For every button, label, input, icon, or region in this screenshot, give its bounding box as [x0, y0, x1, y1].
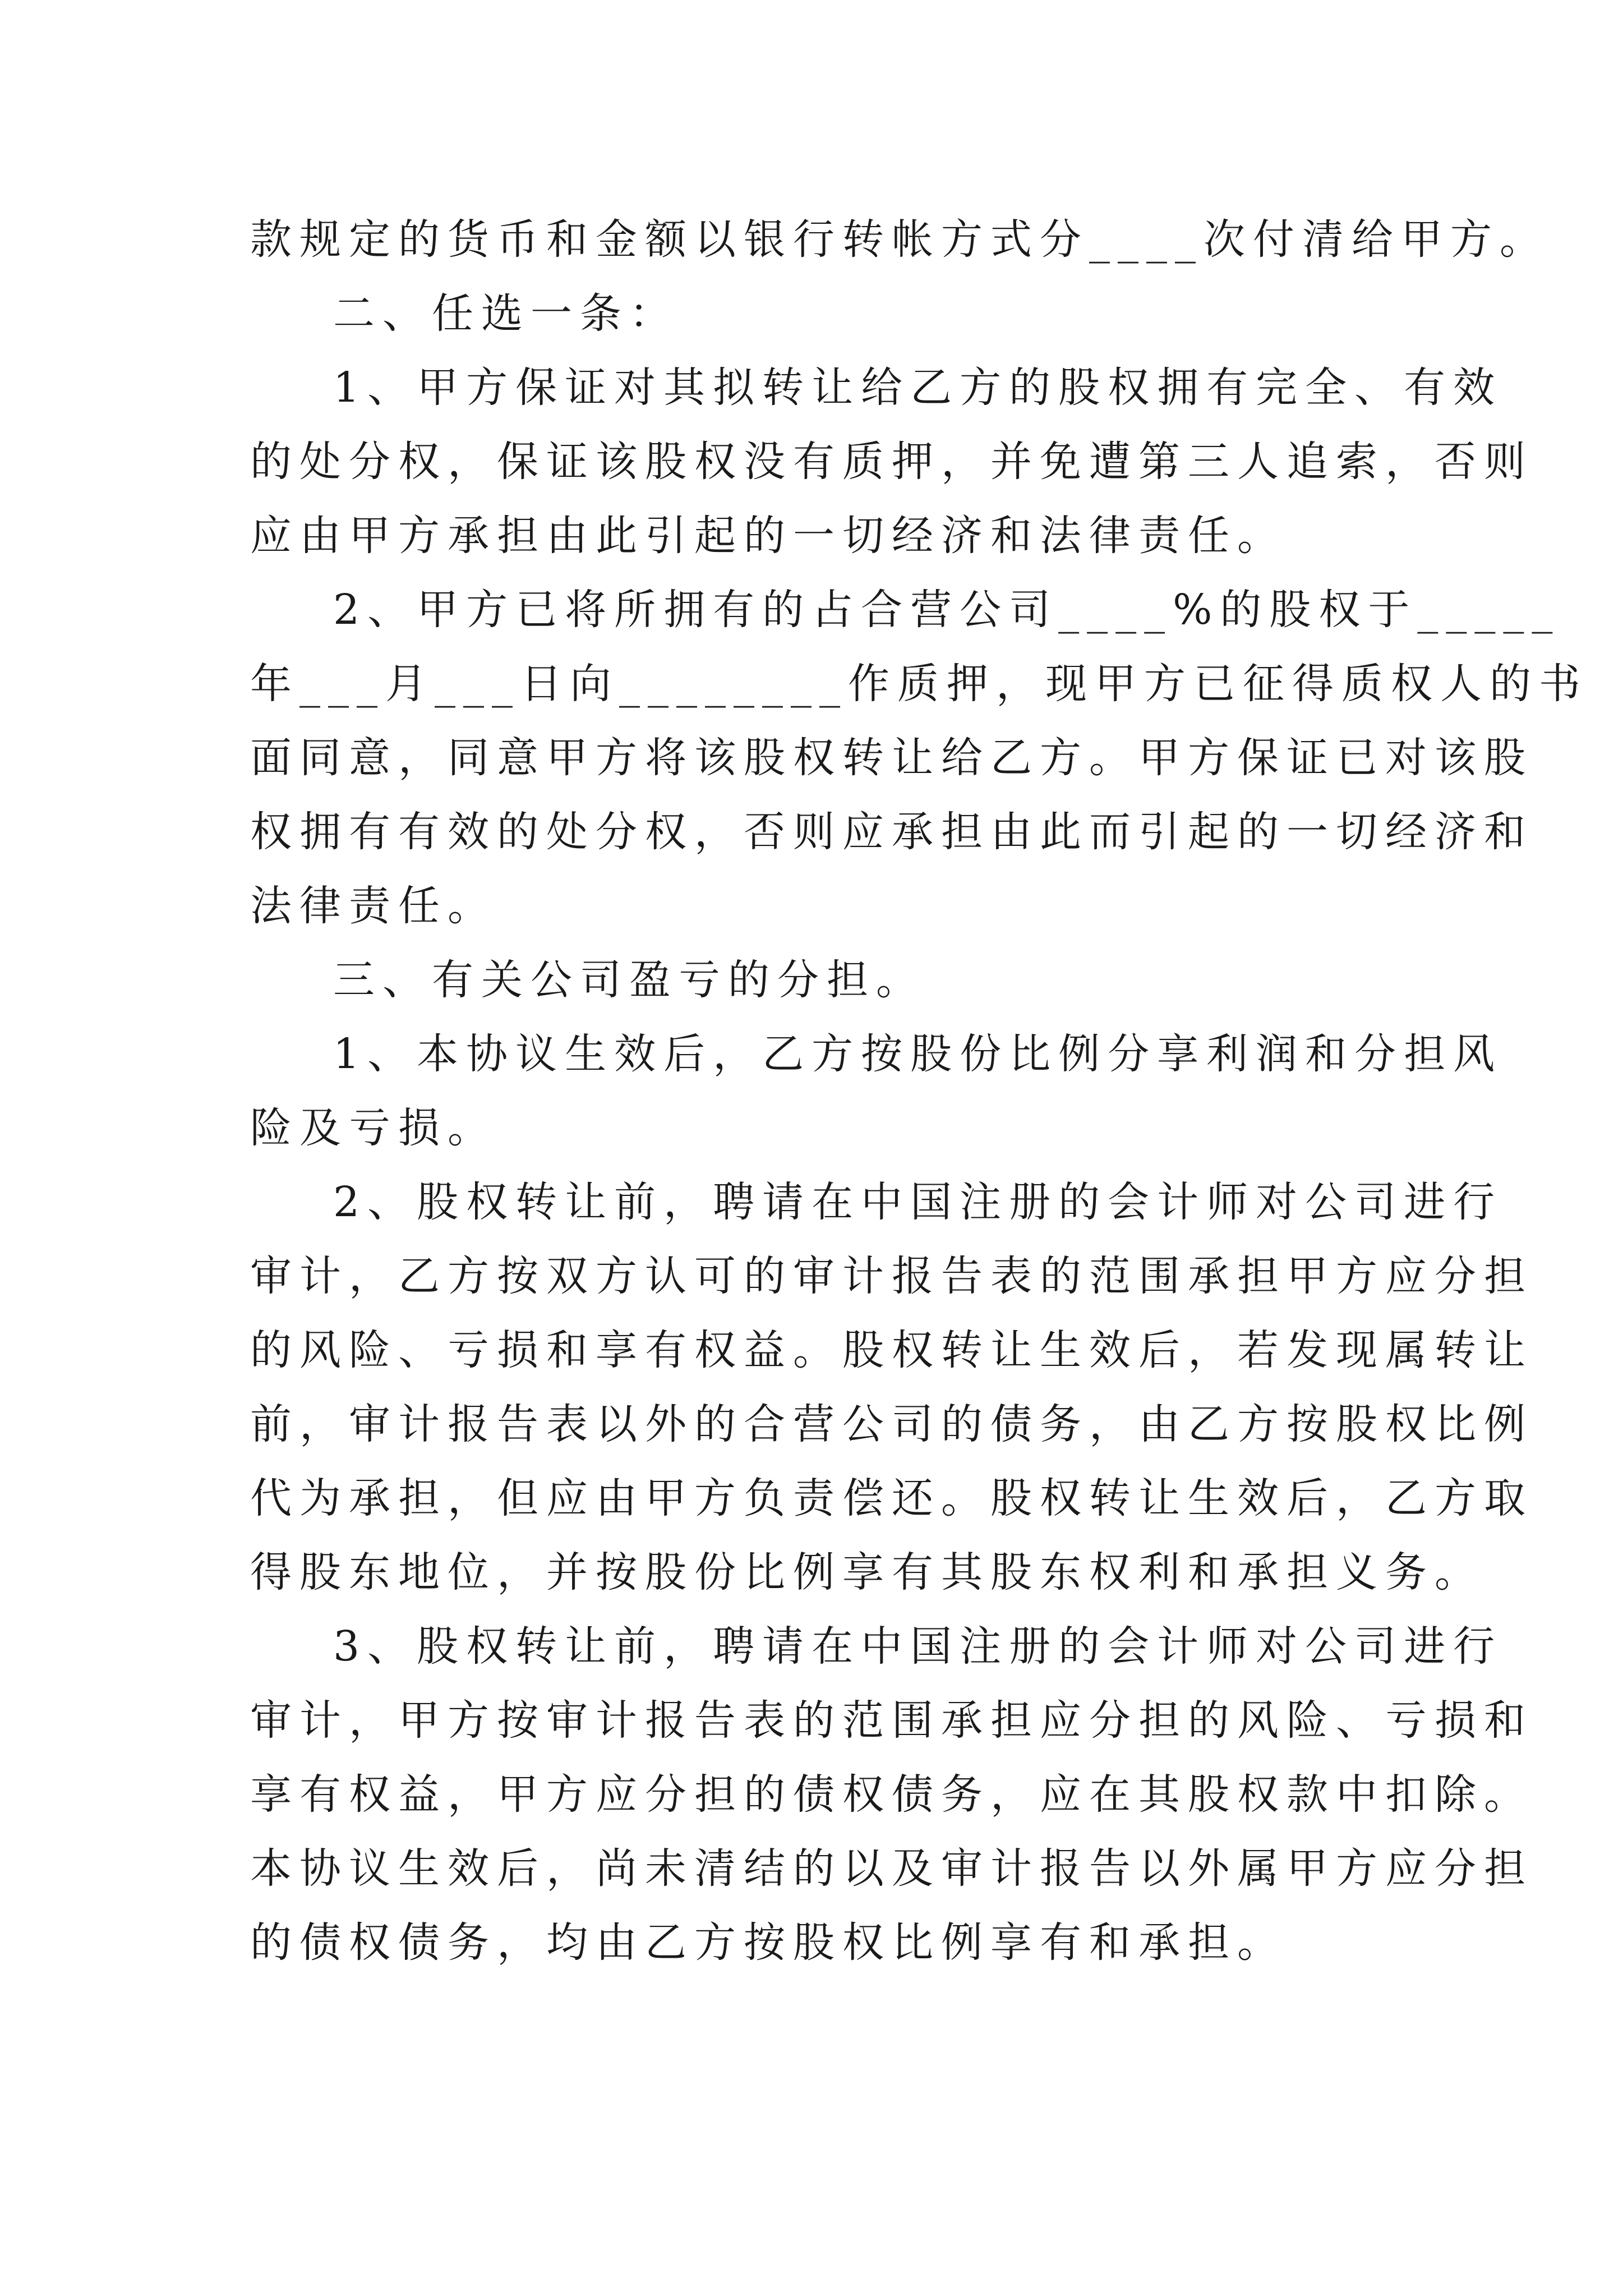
text-line: 款规定的货币和金额以银行转帐方式分____次付清给甲方。	[250, 215, 1549, 264]
text-line: 1、本协议生效后，乙方按股份比例分享利润和分担风	[333, 1030, 1503, 1078]
text-line: 本协议生效后，尚未清结的以及审计报告以外属甲方应分担	[250, 1844, 1533, 1893]
text-line: 得股东地位，并按股份比例享有其股东权利和承担义务。	[250, 1548, 1484, 1596]
text-line: 审计，乙方按双方认可的审计报告表的范围承担甲方应分担	[250, 1252, 1533, 1300]
text-line: 审计，甲方按审计报告表的范围承担应分担的风险、亏损和	[250, 1696, 1533, 1745]
text-line: 1、甲方保证对其拟转让给乙方的股权拥有完全、有效	[333, 364, 1503, 412]
text-line: 年___月___日向________作质押，现甲方已征得质权人的书	[250, 660, 1588, 708]
text-line: 面同意，同意甲方将该股权转让给乙方。甲方保证已对该股	[250, 734, 1533, 782]
text-line: 险及亏损。	[250, 1104, 497, 1152]
text-line: 的风险、亏损和享有权益。股权转让生效后，若发现属转让	[250, 1326, 1533, 1374]
text-line: 代为承担，但应由甲方负责偿还。股权转让生效后，乙方取	[250, 1474, 1533, 1522]
text-line: 法律责任。	[250, 882, 497, 930]
text-line: 权拥有有效的处分权，否则应承担由此而引起的一切经济和	[250, 808, 1533, 856]
text-line: 的债权债务，均由乙方按股权比例享有和承担。	[250, 1918, 1287, 1967]
text-line: 的处分权，保证该股权没有质押，并免遭第三人追索，否则	[250, 438, 1533, 486]
section-heading: 二、任选一条：	[333, 289, 679, 338]
text-line: 享有权益，甲方应分担的债权债务，应在其股权款中扣除。	[250, 1770, 1533, 1819]
section-heading: 三、有关公司盈亏的分担。	[333, 956, 925, 1004]
text-line: 2、甲方已将所拥有的占合营公司____%的股权于_____	[333, 586, 1561, 634]
text-line: 前，审计报告表以外的合营公司的债务，由乙方按股权比例	[250, 1400, 1533, 1448]
text-line: 2、股权转让前，聘请在中国注册的会计师对公司进行	[333, 1178, 1503, 1226]
text-line: 应由甲方承担由此引起的一切经济和法律责任。	[250, 512, 1287, 560]
text-line: 3、股权转让前，聘请在中国注册的会计师对公司进行	[333, 1622, 1503, 1671]
